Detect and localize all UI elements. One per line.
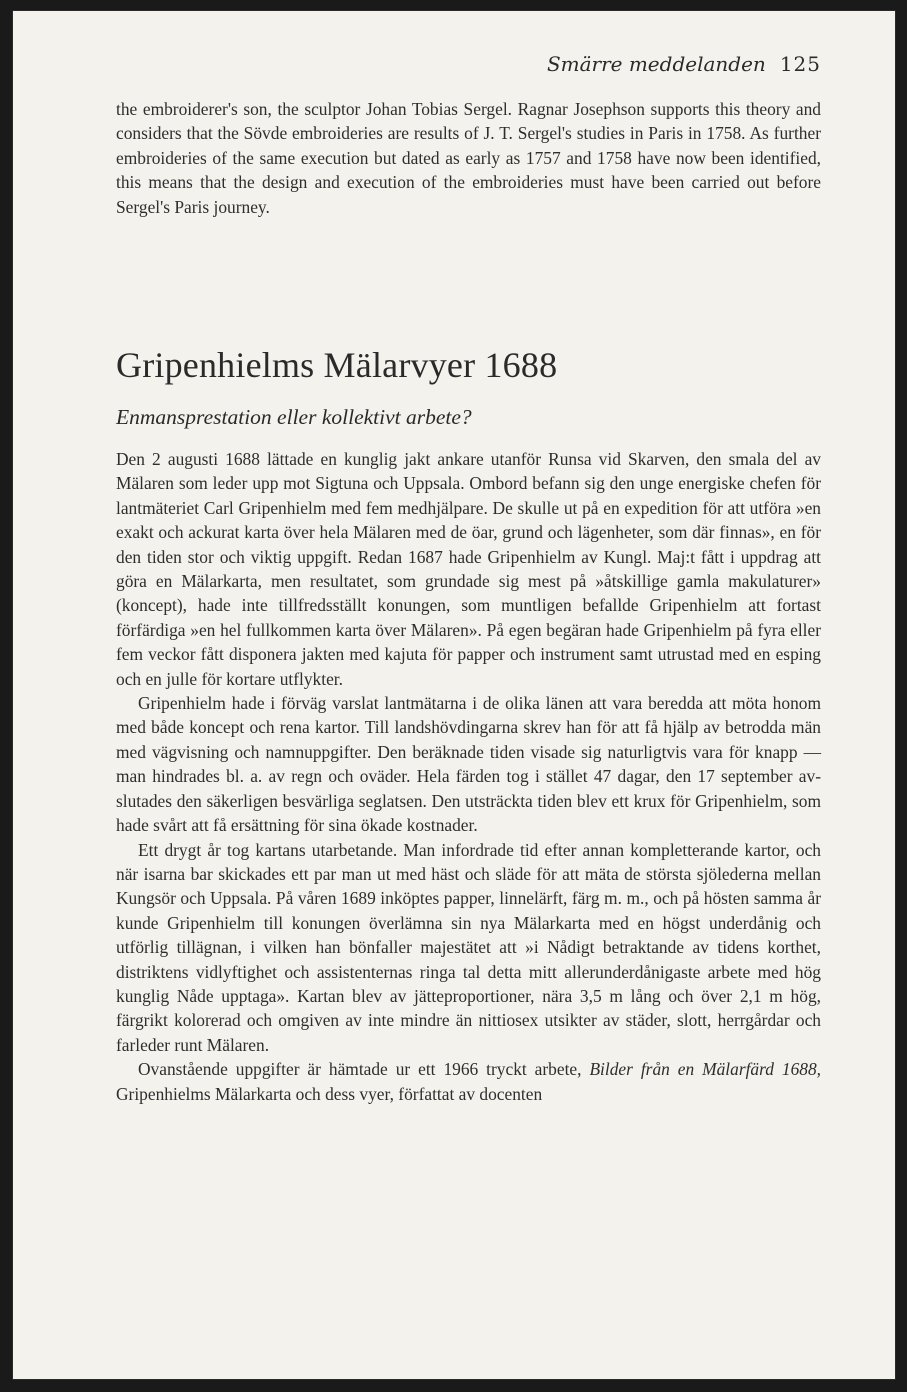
paragraph-lead: Ovanstående uppgifter är hämtade ur ett 1966 tryckt arbete, [138,1059,582,1080]
book-page [12,10,896,1380]
paragraph: the embroiderer's son, the sculptor Johan Tobias Sergel. Ragnar Josephson supports this theory and considers that the Sövde embroideries are results of J. T. Sergel's studies in Paris in 1758. As further embroideries of the same execution but dated as early as 1757 and 1758 have now been identified, this means that the design and execution of the embroideries must have been carried out before Sergel's Paris journey. [116,99,821,217]
article-body [116,447,821,1106]
paragraph: Den 2 augusti 1688 lättade en kunglig jakt ankare utanför Runsa vid Skarven, den smala del av Mälaren som leder upp mot Sigtuna och Uppsala. Ombord befann sig den unge energiske chefen för lantmäteriet Carl Gripenhielm med fem medhjälpare. De skulle ut på en expedition för att utföra »en exakt och ackurat karta över hela Mälaren med de öar, grund och lägenheter, som där finnas», en för den tiden stor och viktig uppgift. Redan 1687 hade Gripenhielm av Kungl. Maj:t fått i uppdrag att göra en Mälarkarta, men resultatet, som grundade sig mest på »åtskillige gamla makulaturer» (koncept), hade inte tillfredsställt konungen, som muntligen befallde Gripenhielm att fortast förfärdiga »en hel fullkommen karta över Mälaren». På egen begäran hade Gripenhielm på fyra eller fem veckor fått disponera jakten med kajuta för papper och instrument samt utrustad med en esping och en julle för kortare utflykter. [116,449,821,689]
book-title: Bilder från en Mälarfärd 1688, [589,1059,821,1080]
english-summary [116,97,821,219]
paragraph: Gripenhielm hade i förväg varslat lantmätarna i de olika länen att vara beredda att möta honom med både koncept och rena kartor. Till landshövdingarna skrev han för att få hjälp av betrodda män med vägvisning och namnuppgifter. Den beräknade tiden visade sig naturligtvis vara för knapp — man hindrades bl. a. av regn och oväder. Hela färden tog i stället 47 dagar, den 17 september avslutades den säkerligen besvärliga seglatsen. Den utsträckta tiden blev ett krux för Gripenhielm, som hade svårt att få ersättning för sina ökade kostnader. [116,693,821,836]
paragraph: Ett drygt år tog kartans utarbetande. Man infordrade tid efter annan kompletterande kartor, och när isarna bar skickades ett par man ut med häst och släde för att mäta de största sjölederna mellan Kungsör och Uppsala. På våren 1689 inköptes papper, linnelärft, färg m. m., och på hösten samma år kunde Gripenhielm till konungen överlämna sin nya Mälarkarta med en högst underdånig och utförlig tillägnan, i vilken han bönfaller majestätet att »i Nådigt betraktande av tidens korthet, distriktens vidlyftighet och assistenternas ringa tal detta mitt allerunderdånigaste arbete med hög kunglig Nåde upptaga». Kartan blev av jätteproportioner, nära 3,5 m lång och över 2,1 m hög, färgrikt kolorerad och omgiven av inte mindre än nittiosex utsikter av städer, slott, herrgårdar och farleder runt Mälaren. [116,839,821,1055]
article-title: Gripenhielms Mälarvyer 1688 [116,345,558,385]
paragraph-tail: Gripenhielms Mälarkarta och dess vyer, författat av docenten [116,1083,543,1104]
running-head-title: Smärre meddelanden [546,52,766,76]
page-number: 125 [779,52,821,76]
article-subtitle: Enmansprestation eller kollektivt arbete? [116,405,472,429]
paragraph [116,1057,821,1106]
running-head [116,52,821,76]
